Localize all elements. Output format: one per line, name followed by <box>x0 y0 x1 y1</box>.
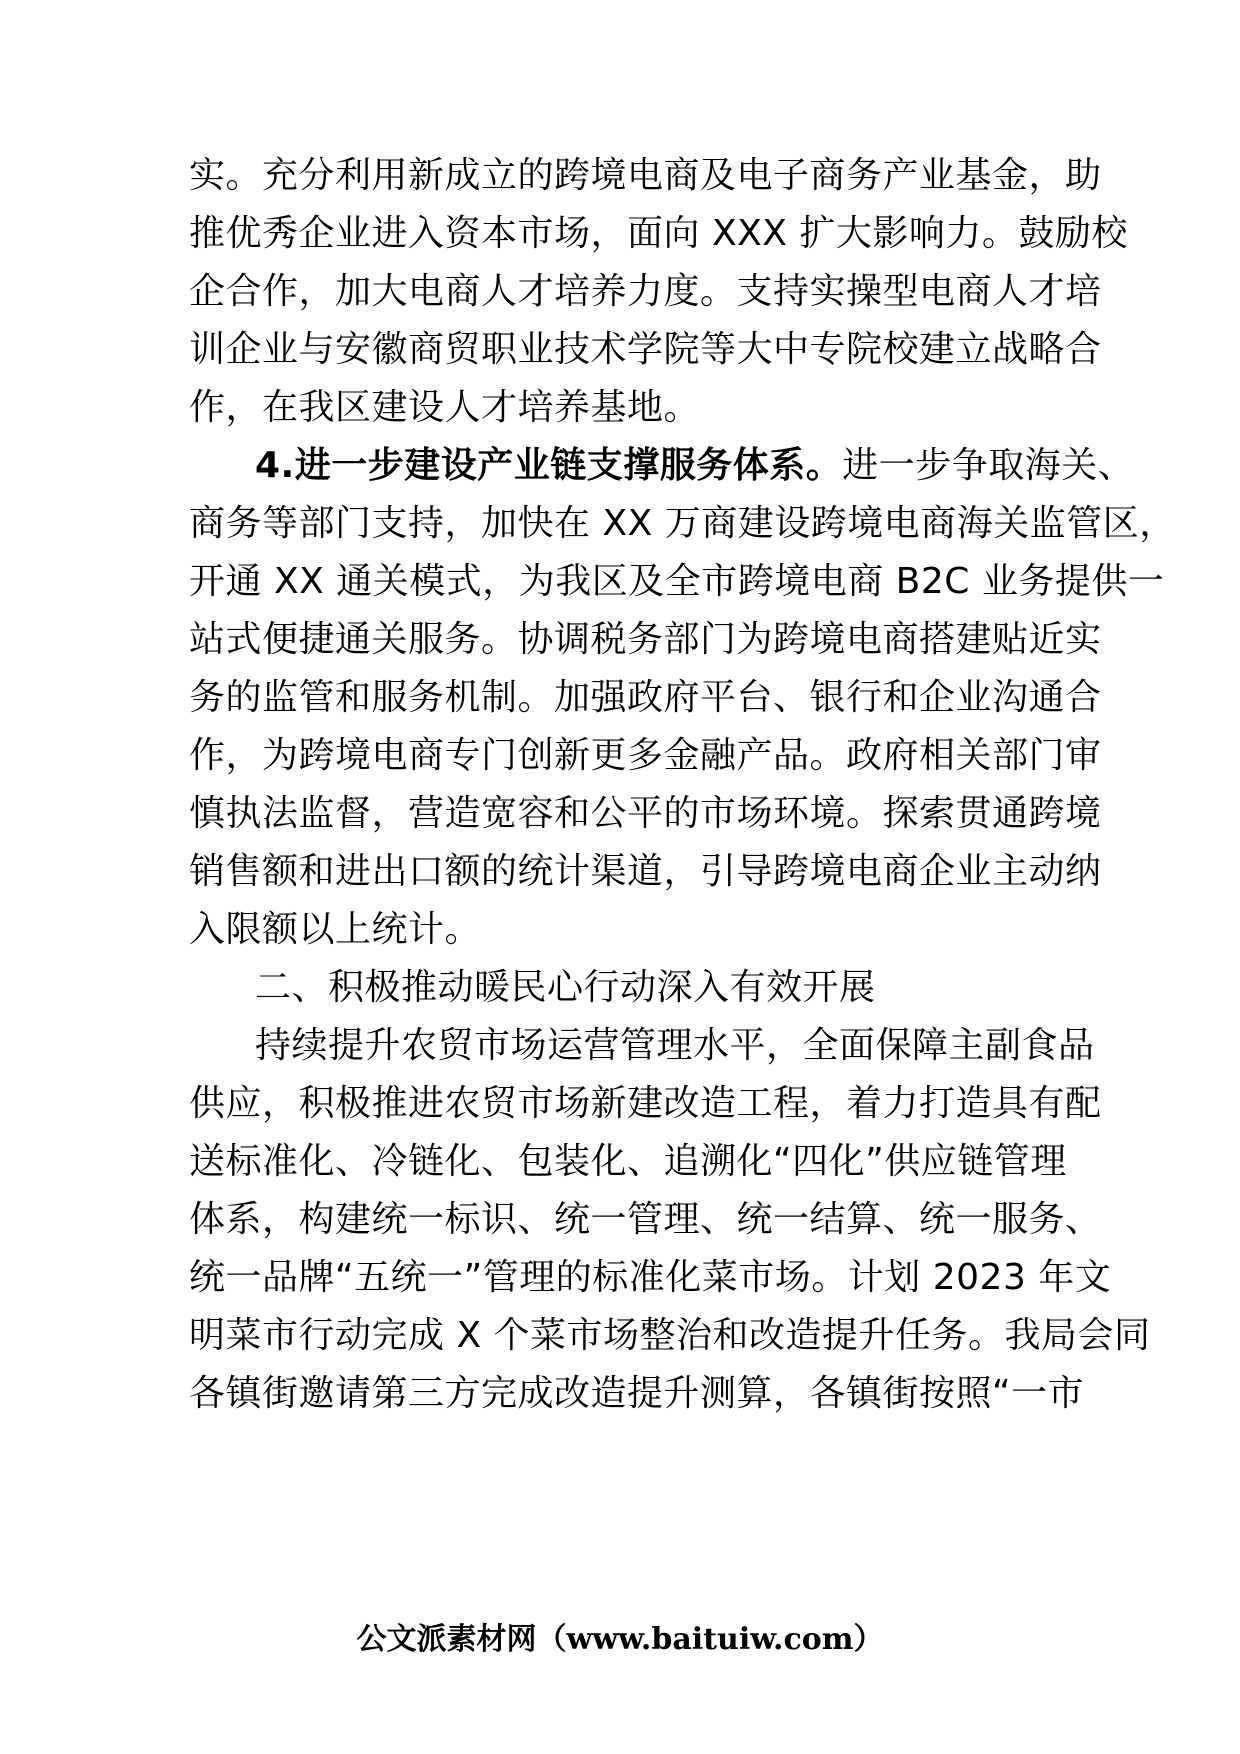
body-text-line: 商务等部门支持，加快在 XX 万商建设跨境电商海关监管区， <box>189 503 1176 544</box>
body-text-line: 实。充分利用新成立的跨境电商及电子商务产业基金，助 <box>189 155 1102 196</box>
body-text-line: 慎执法监督，营造宽容和公平的市场环境。探索贯通跨境 <box>189 793 1102 834</box>
section-4-first-line-text: 进一步争取海关、 <box>842 445 1135 486</box>
body-text-line: 统一品牌“五统一”管理的标准化菜市场。计划 2023 年文 <box>189 1257 1112 1298</box>
section-two-first-line: 持续提升农贸市场运营管理水平，全面保障主副食品 <box>255 1025 1095 1066</box>
footer-watermark: 公文派素材网（www.baituiw.com） <box>356 1622 884 1657</box>
body-text-line: 务的监管和服务机制。加强政府平台、银行和企业沟通合 <box>189 677 1102 718</box>
body-text-line: 明菜市行动完成 X 个菜市场整治和改造提升任务。我局会同 <box>189 1315 1151 1356</box>
body-text-line: 作，在我区建设人才培养基地。 <box>189 387 701 428</box>
body-text-line: 各镇街邀请第三方完成改造提升测算，各镇街按照“一市 <box>189 1373 1085 1414</box>
body-text-line: 送标准化、冷链化、包装化、追溯化“四化”供应链管理 <box>189 1141 1067 1182</box>
body-text-line: 供应，积极推进农贸市场新建改造工程，着力打造具有配 <box>189 1083 1102 1124</box>
section-4-heading: 4.进一步建设产业链支撑服务体系。 <box>255 445 843 486</box>
body-text-line: 销售额和进出口额的统计渠道，引导跨境电商企业主动纳 <box>189 851 1102 892</box>
body-text-line: 企合作，加大电商人才培养力度。支持实操型电商人才培 <box>189 271 1102 312</box>
body-text-line: 体系，构建统一标识、统一管理、统一结算、统一服务、 <box>189 1199 1102 1240</box>
body-text-line: 站式便捷通关服务。协调税务部门为跨境电商搭建贴近实 <box>189 619 1102 660</box>
body-text-line: 推优秀企业进入资本市场，面向 XXX 扩大影响力。鼓励校 <box>189 213 1128 254</box>
body-text-line: 训企业与安徽商贸职业技术学院等大中专院校建立战略合 <box>189 329 1102 370</box>
section-two-heading: 二、积极推动暖民心行动深入有效开展 <box>255 967 876 1008</box>
body-text-line: 入限额以上统计。 <box>189 909 482 950</box>
body-text-line: 开通 XX 通关模式，为我区及全市跨境电商 B2C 业务提供一 <box>189 561 1165 602</box>
body-text-line: 作，为跨境电商专门创新更多金融产品。政府相关部门审 <box>189 735 1102 776</box>
section-4-first-line <box>255 444 1134 488</box>
